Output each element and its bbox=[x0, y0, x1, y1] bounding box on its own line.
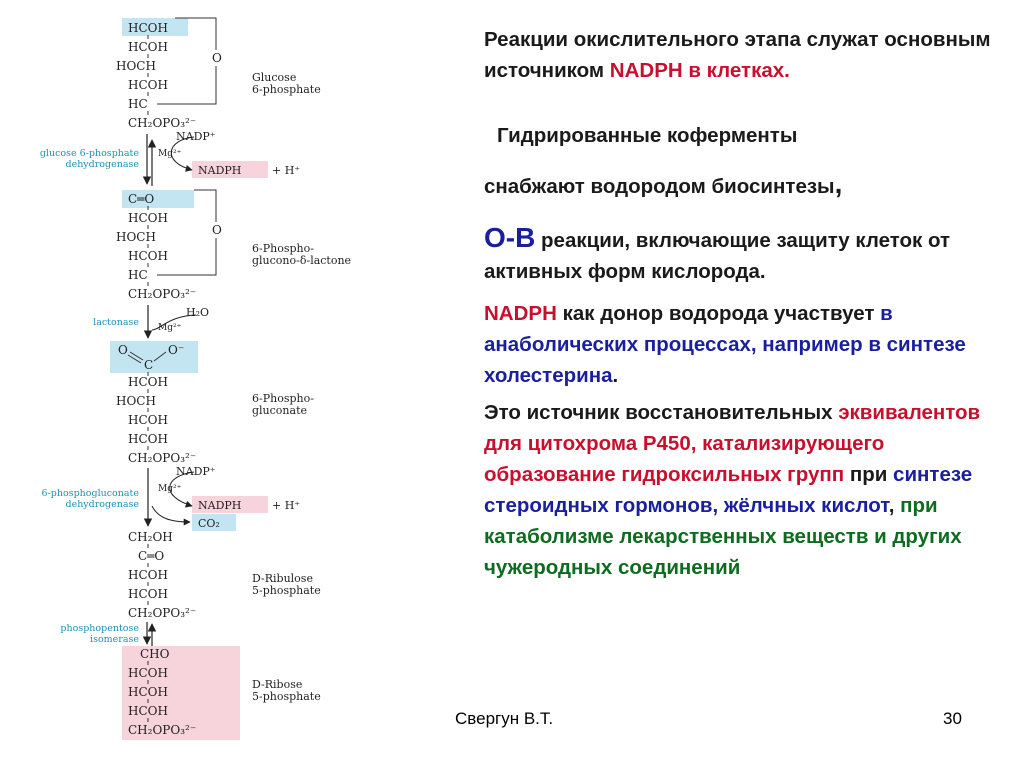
lactone-row-4: HCOH bbox=[128, 249, 168, 263]
pgd-co2: CO₂ bbox=[198, 517, 220, 530]
p1 bbox=[484, 24, 1004, 86]
g6p-name-1: Glucose bbox=[252, 71, 297, 84]
lactonase-enzyme: lactonase bbox=[93, 317, 139, 328]
ribose-name-1: D-Ribose bbox=[252, 678, 303, 691]
gluconate-row-3: HCOH bbox=[128, 413, 168, 427]
ribose-name-2: 5-phosphate bbox=[252, 690, 321, 703]
lactone-row-5: HC bbox=[128, 268, 148, 282]
gluconate-carboxyl-o2: O⁻ bbox=[168, 343, 185, 357]
g6pd-enzyme-2: dehydrogenase bbox=[65, 159, 139, 170]
p5 bbox=[484, 298, 1004, 391]
p6-red: эквивалентов для цитохрома Р450, катализирующего образование гидроксильных групп bbox=[484, 401, 981, 486]
g6pd-h: + H⁺ bbox=[272, 164, 301, 177]
gluconate-name-2: gluconate bbox=[252, 404, 307, 417]
ribulose-row-3: HCOH bbox=[128, 568, 168, 582]
p3-text: снабжают водородом биосинтезы bbox=[484, 175, 835, 198]
p2 bbox=[497, 120, 1017, 151]
isomerase-equilibrium-arrows bbox=[147, 622, 152, 646]
g6pd-mg: Mg²⁺ bbox=[158, 149, 182, 159]
lactone-name-1: 6-Phospho- bbox=[252, 242, 314, 255]
p5-blue: в анаболических процессах, например в синтезе холестерина bbox=[484, 302, 966, 387]
gluconate-carboxyl-o1: O bbox=[118, 343, 128, 357]
lactone-row-2: HCOH bbox=[128, 211, 168, 225]
lactonase-h2o: H₂O bbox=[186, 306, 210, 319]
p6 bbox=[484, 397, 1004, 583]
p4-text: реакции, включающие защиту клеток от активных форм кислорода. bbox=[484, 229, 951, 283]
ribulose-name-1: D-Ribulose bbox=[252, 572, 313, 585]
lactone-ring-oxygen: O bbox=[212, 223, 222, 237]
footer-page-number: 30 bbox=[943, 709, 962, 728]
g6p-ring-oxygen: O bbox=[212, 51, 222, 65]
g6p-row-3: HOCH bbox=[116, 59, 156, 73]
gluconate-row-4: HCOH bbox=[128, 432, 168, 446]
g6p-row-4: HCOH bbox=[128, 78, 168, 92]
p2-text: Гидрированные коферменты bbox=[497, 124, 798, 147]
p6-comma: , bbox=[888, 494, 901, 517]
p1-text: Реакции окислительного этапа служат основным источником bbox=[484, 28, 991, 82]
p5-dot: . bbox=[612, 364, 619, 387]
gluconate-carboxyl-c: C bbox=[144, 358, 154, 372]
ribose-row-1: CHO bbox=[140, 647, 170, 661]
p6-start: Это источник восстановительных bbox=[484, 401, 839, 424]
pgd-nadph: NADPH bbox=[198, 499, 242, 512]
g6p-name-2: 6-phosphate bbox=[252, 83, 321, 96]
isomerase-enzyme-1: phosphopentose bbox=[60, 623, 139, 634]
pgd-enzyme-1: 6-phosphogluconate bbox=[41, 488, 139, 499]
g6pd-nadph: NADPH bbox=[198, 164, 242, 177]
p5-text: как донор водорода участвует bbox=[556, 302, 881, 325]
p6-pri: при bbox=[844, 463, 894, 486]
ribulose-row-4: HCOH bbox=[128, 587, 168, 601]
p4-ob: О-В bbox=[484, 222, 536, 253]
p4 bbox=[484, 222, 1004, 287]
g6p-row-2: HCOH bbox=[128, 40, 168, 54]
pgd-co2-arc bbox=[152, 506, 190, 522]
p1-nadph: NADPH в клетках. bbox=[609, 59, 790, 82]
lactone-row-6: CH₂OPO₃²⁻ bbox=[128, 287, 197, 301]
p6-blue: синтезе стероидных гормонов, жёлчных кислот bbox=[484, 463, 973, 517]
p3 bbox=[484, 168, 1004, 202]
gluconate-name-1: 6-Phospho- bbox=[252, 392, 314, 405]
g6p-row-5: HC bbox=[128, 97, 148, 111]
pgd-nadp: NADP⁺ bbox=[176, 465, 216, 478]
lactone-row-3: HOCH bbox=[116, 230, 156, 244]
ribulose-name-2: 5-phosphate bbox=[252, 584, 321, 597]
g6pd-equilibrium-arrows bbox=[147, 134, 152, 186]
ribulose-row-2: C═O bbox=[138, 549, 165, 563]
lactone-row-1: C═O bbox=[128, 192, 155, 206]
gluconate-row-5: CH₂OPO₃²⁻ bbox=[128, 451, 197, 465]
p5-nadph: NADPH bbox=[484, 302, 557, 325]
pgd-h: + H⁺ bbox=[272, 499, 301, 512]
gluconate-row-2: HOCH bbox=[116, 394, 156, 408]
footer-author: Свергун В.Т. bbox=[455, 709, 554, 728]
p3-comma: , bbox=[834, 168, 843, 199]
ribose-row-4: HCOH bbox=[128, 704, 168, 718]
ribose-row-3: HCOH bbox=[128, 685, 168, 699]
pgd-enzyme-2: dehydrogenase bbox=[65, 499, 139, 510]
p6-green: при катаболизме лекарственных веществ и других чужеродных соединений bbox=[484, 494, 962, 579]
ribose-row-2: HCOH bbox=[128, 666, 168, 680]
lactone-name-2: glucono-δ-lactone bbox=[252, 254, 352, 267]
lactonase-mg: Mg²⁺ bbox=[158, 323, 182, 333]
g6p-row-6: CH₂OPO₃²⁻ bbox=[128, 116, 197, 130]
isomerase-enzyme-2: isomerase bbox=[90, 634, 139, 645]
g6pd-enzyme-1: glucose 6-phosphate bbox=[39, 148, 139, 159]
pentose-phosphate-pathway-diagram bbox=[0, 0, 470, 767]
g6pd-nadp: NADP⁺ bbox=[176, 130, 216, 143]
g6p-row-1: HCOH bbox=[128, 21, 168, 35]
gluconate-row-1: HCOH bbox=[128, 375, 168, 389]
ribulose-row-1: CH₂OH bbox=[128, 530, 173, 544]
ribulose-row-5: CH₂OPO₃²⁻ bbox=[128, 606, 197, 620]
pgd-mg: Mg²⁺ bbox=[158, 484, 182, 494]
ribose-row-5: CH₂OPO₃²⁻ bbox=[128, 723, 197, 737]
